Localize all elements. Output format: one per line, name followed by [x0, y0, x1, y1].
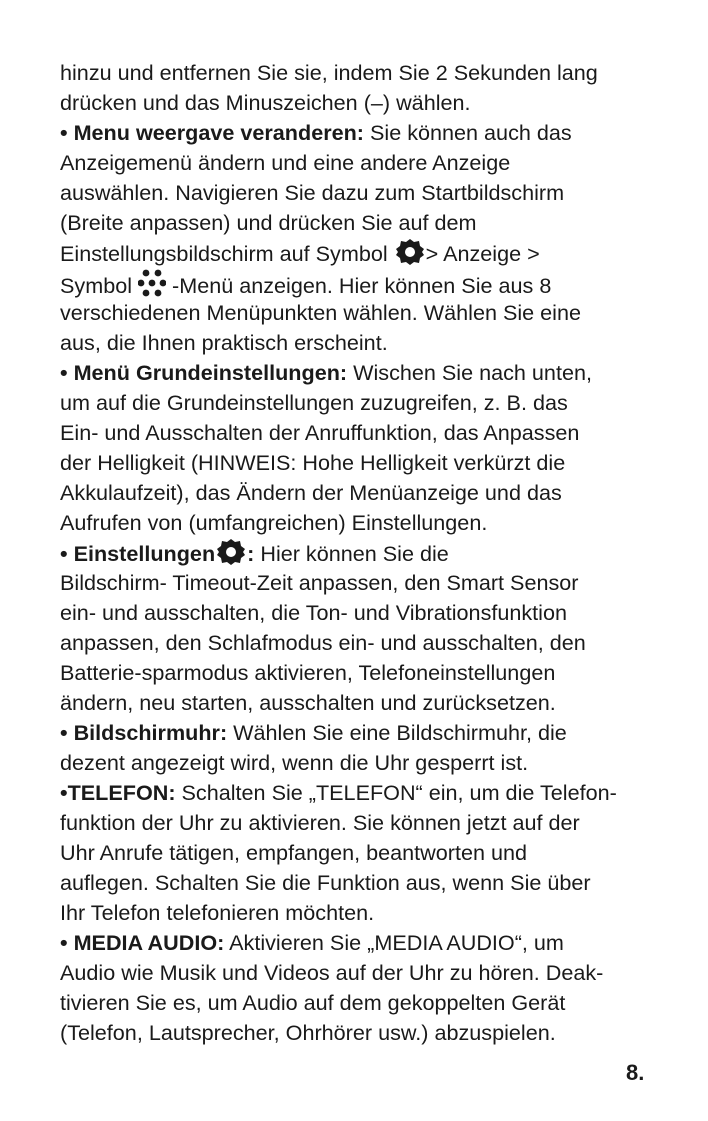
text-line: auswählen. Navigieren Sie dazu zum Startbildschirm [60, 180, 565, 205]
menu-display-title: Menu weergave veranderen: [73, 120, 364, 145]
text-line: Uhr Anrufe tätigen, empfangen, beantworten und [60, 840, 527, 865]
text-line [60, 268, 660, 298]
bullet: • [60, 930, 68, 955]
text-line: anpassen, den Schlafmodus ein- und ausschalten, den [60, 630, 586, 655]
media-audio-item [60, 928, 660, 958]
text-line: Audio wie Musik und Videos auf der Uhr zu hören. Deak- [60, 960, 604, 985]
colon: : [247, 541, 255, 566]
text-line: Ein- und Ausschalten der Anruffunktion, das Anpassen [60, 420, 580, 445]
screen-clock-title: Bildschirmuhr: [73, 720, 228, 745]
text-line: Ihr Telefon telefonieren möchten. [60, 900, 375, 925]
text-line: Akkulaufzeit), das Ändern der Menüanzeige und das [60, 480, 562, 505]
text-line: drücken und das Minuszeichen (–) wählen. [60, 90, 471, 115]
text: Einstellungsbildschirm auf Symbol [60, 241, 394, 266]
bullet: • [60, 541, 68, 566]
text-line: der Helligkeit (HINWEIS: Hohe Helligkeit verkürzt die [60, 450, 566, 475]
text-line: verschiedenen Menüpunkten wählen. Wählen Sie eine [60, 300, 581, 325]
text: Symbol [60, 273, 139, 298]
phone-title: TELEFON: [67, 780, 176, 805]
text-line: funktion der Uhr zu aktivieren. Sie können jetzt auf der [60, 810, 580, 835]
bullet: • [60, 360, 68, 385]
text: -Menü anzeigen. Hier können Sie aus 8 [166, 273, 552, 298]
text-line: Aufrufen von (umfangreichen) Einstellungen. [60, 510, 488, 535]
text: Wählen Sie eine Bildschirmuhr, die [233, 720, 567, 745]
text-line: (Breite anpassen) und drücken Sie auf dem [60, 210, 477, 235]
media-audio-title: MEDIA AUDIO: [73, 930, 225, 955]
text-line: (Telefon, Lautsprecher, Ohrhörer usw.) abzuspielen. [60, 1020, 556, 1045]
text-line: tivieren Sie es, um Audio auf dem gekoppelten Gerät [60, 990, 566, 1015]
text: Hier können Sie die [254, 541, 449, 566]
text-line: aus, die Ihnen praktisch erscheint. [60, 330, 388, 355]
text: Schalten Sie „TELEFON“ ein, um die Telefon- [181, 780, 617, 805]
page-number: 8. [626, 1060, 645, 1085]
basic-settings-item [60, 358, 660, 388]
text-line: um auf die Grundeinstellungen zuzugreifen, z. B. das [60, 390, 568, 415]
gear-icon [394, 238, 426, 266]
basic-settings-title: Menü Grundeinstellungen: [73, 360, 348, 385]
text: Wischen Sie nach unten, [353, 360, 592, 385]
text: > Anzeige > [425, 241, 540, 266]
text-line: ändern, neu starten, ausschalten und zurücksetzen. [60, 690, 556, 715]
settings-title: Einstellungen [73, 541, 216, 566]
text-line: Batterie-sparmodus aktivieren, Telefoneinstellungen [60, 660, 556, 685]
text-line: ein- und ausschalten, die Ton- und Vibrationsfunktion [60, 600, 567, 625]
screen-clock-item [60, 718, 660, 748]
text-line: dezent angezeigt wird, wenn die Uhr gesperrt ist. [60, 750, 529, 775]
text-line: Anzeigemenü ändern und eine andere Anzeige [60, 150, 511, 175]
text: Aktivieren Sie „MEDIA AUDIO“, um [229, 930, 564, 955]
gear-icon [215, 538, 247, 566]
text-line: Bildschirm- Timeout-Zeit anpassen, den Smart Sensor [60, 570, 579, 595]
bullet: • [60, 120, 68, 145]
bullet: • [60, 780, 68, 805]
menu-display-item [60, 118, 660, 148]
bullet: • [60, 720, 68, 745]
text-line: auflegen. Schalten Sie die Funktion aus, wenn Sie über [60, 870, 591, 895]
dots-grid-icon [138, 268, 166, 298]
manual-page [60, 58, 660, 1048]
text-line: hinzu und entfernen Sie sie, indem Sie 2 Sekunden lang [60, 60, 598, 85]
phone-item [60, 778, 660, 808]
text: Sie können auch das [370, 120, 572, 145]
text-line [60, 238, 660, 268]
settings-item [60, 538, 660, 568]
